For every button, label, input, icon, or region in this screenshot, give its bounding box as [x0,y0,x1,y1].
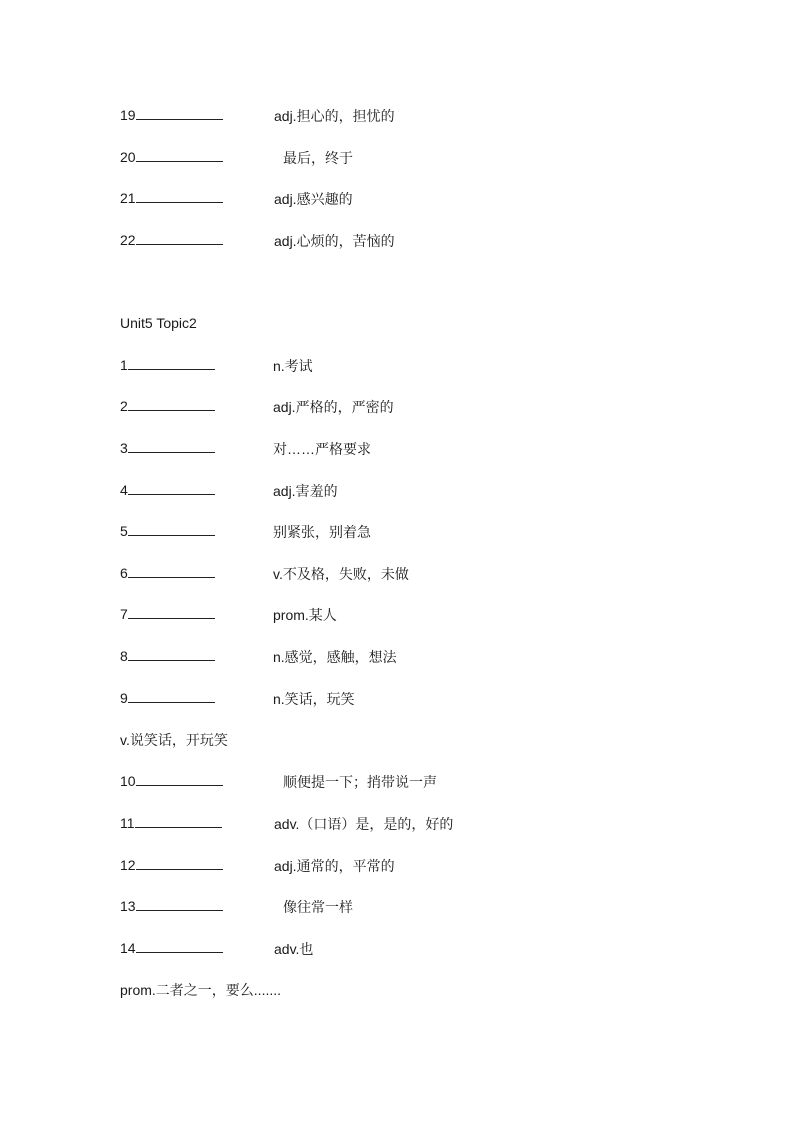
item-definition: 别紧张，别着急 [273,524,371,540]
answer-blank [136,150,223,162]
item-definition: v.不及格，失败，未做 [273,566,409,582]
item-number: 10 [120,773,136,789]
answer-blank [128,524,215,536]
vocab-row [120,814,222,832]
vocab-row [120,689,215,707]
item-definition: adj.害羞的 [273,483,338,499]
item-number: 11 [120,815,135,831]
item-number: 6 [120,565,128,581]
item-definition: 最后，终于 [283,150,353,166]
extra-definition: v.说笑话，开玩笑 [120,732,228,748]
item-number: 1 [120,357,128,373]
item-definition: adj.通常的，平常的 [274,858,395,874]
item-number: 21 [120,190,136,206]
item-definition: adj.心烦的，苦恼的 [274,233,395,249]
item-definition: 对……严格要求 [273,441,371,457]
answer-blank [128,566,215,578]
item-number: 14 [120,940,136,956]
item-definition: prom.某人 [273,607,337,623]
item-number: 4 [120,482,128,498]
item-definition: n.感觉，感触，想法 [273,649,397,665]
answer-blank [136,191,223,203]
item-number: 9 [120,690,128,706]
answer-blank [128,649,215,661]
vocab-row [120,481,215,499]
answer-blank [136,233,223,245]
section-title: Unit5 Topic2 [120,315,197,331]
answer-blank [128,358,215,370]
vocab-row [120,564,215,582]
answer-blank [128,691,215,703]
item-definition: adv.（口语）是，是的，好的 [274,816,454,832]
vocab-row [120,231,223,249]
answer-blank [128,483,215,495]
answer-blank [135,816,222,828]
answer-blank [136,774,223,786]
vocab-row [120,647,215,665]
item-definition: n.考试 [273,358,313,374]
vocab-row [120,605,215,623]
answer-blank [128,441,215,453]
vocab-row [120,397,215,415]
extra-definition: prom.二者之一，要么....... [120,982,282,998]
vocab-row [120,148,223,166]
vocab-row [120,106,223,124]
item-definition: n.笑话，玩笑 [273,691,355,707]
item-definition: adv.也 [274,941,314,957]
answer-blank [128,607,215,619]
vocab-row [120,772,223,790]
item-definition: adj.担心的，担忧的 [274,108,395,124]
answer-blank [136,941,223,953]
item-number: 2 [120,398,128,414]
item-number: 19 [120,107,136,123]
answer-blank [136,858,223,870]
answer-blank [128,399,215,411]
item-number: 5 [120,523,128,539]
item-number: 20 [120,149,136,165]
item-number: 8 [120,648,128,664]
item-definition: 顺便提一下；捎带说一声 [283,774,437,790]
item-definition: adj.感兴趣的 [274,191,353,207]
vocab-row [120,522,215,540]
item-number: 22 [120,232,136,248]
vocab-row [120,189,223,207]
vocab-row [120,439,215,457]
item-number: 12 [120,857,136,873]
answer-blank [136,899,223,911]
answer-blank [136,108,223,120]
item-number: 13 [120,898,136,914]
vocab-row [120,939,223,957]
item-definition: adj.严格的，严密的 [273,399,394,415]
vocab-row [120,356,215,374]
item-number: 3 [120,440,128,456]
item-definition: 像往常一样 [283,899,353,915]
item-number: 7 [120,606,128,622]
vocab-row [120,856,223,874]
vocab-row [120,897,223,915]
